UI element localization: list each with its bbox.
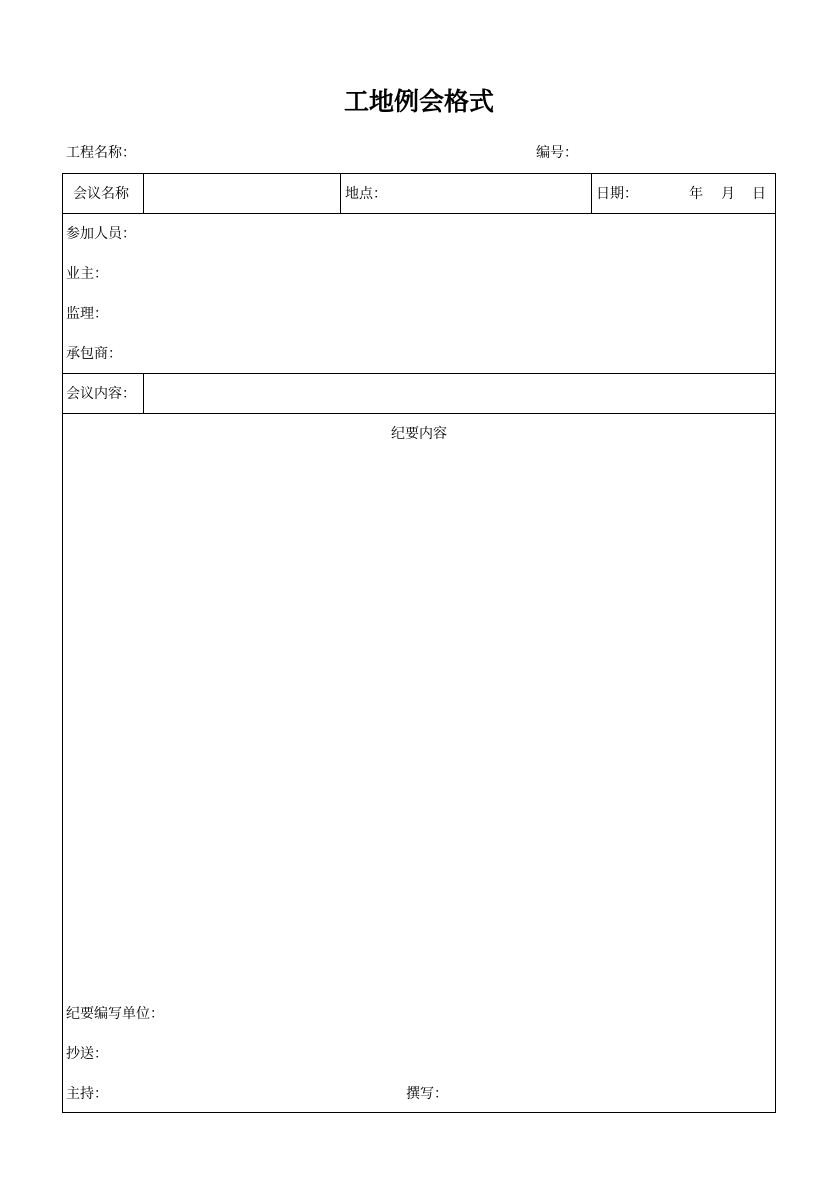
minutes-compiler-label: 纪要编写单位： — [66, 1006, 164, 1022]
cc-label: 抄送： — [66, 1046, 108, 1062]
meeting-name-field[interactable] — [153, 178, 333, 208]
document-number-label: 编号： — [536, 145, 578, 161]
date-day-label: 日 — [752, 186, 766, 202]
meeting-name-label: 会议名称 — [73, 186, 129, 202]
document-title: 工地例会格式 — [343, 87, 494, 116]
row-divider-content — [63, 413, 775, 414]
date-year-label: 年 — [689, 186, 703, 202]
owner-label: 业主： — [66, 266, 108, 282]
location-label: 地点： — [345, 186, 387, 202]
date-label: 日期： — [596, 186, 638, 202]
date-month-label: 月 — [721, 186, 735, 202]
row-divider-attendees — [63, 373, 775, 374]
col-divider-location — [340, 174, 341, 213]
writer-label: 撰写： — [406, 1086, 448, 1102]
meeting-content-label: 会议内容： — [66, 386, 136, 402]
meeting-form-table — [62, 173, 776, 1113]
col-divider-name — [143, 174, 144, 213]
supervisor-label: 监理： — [66, 306, 108, 322]
minutes-header: 纪要内容 — [391, 426, 447, 442]
minutes-content-area[interactable] — [73, 454, 763, 994]
location-field[interactable] — [393, 178, 583, 208]
contractor-label: 承包商： — [66, 346, 122, 362]
meeting-content-field[interactable] — [153, 378, 763, 408]
col-divider-date — [591, 174, 592, 213]
row-divider-meeting — [63, 213, 775, 214]
attendees-label: 参加人员： — [66, 226, 136, 242]
project-name-label: 工程名称： — [66, 145, 136, 161]
host-label: 主持： — [66, 1086, 108, 1102]
col-divider-content — [143, 373, 144, 413]
